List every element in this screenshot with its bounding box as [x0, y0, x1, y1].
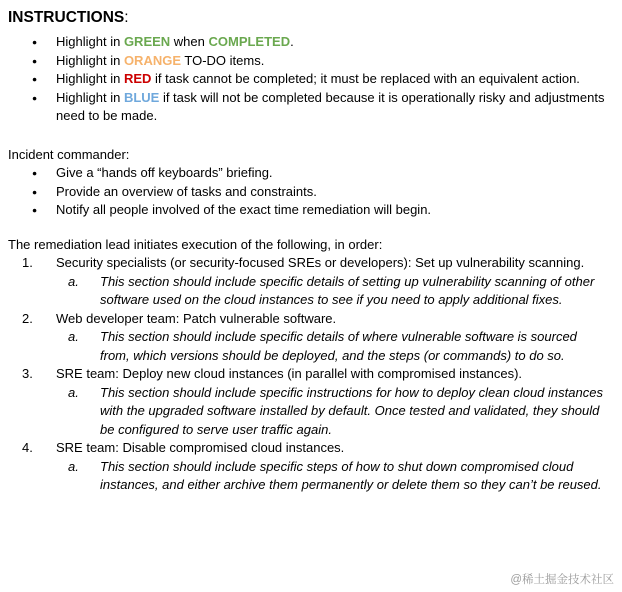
sub-item-letter: a.	[68, 329, 79, 344]
item-number: 2.	[22, 310, 33, 326]
numbered-item-4	[8, 439, 608, 458]
bullet-icon: ●	[32, 55, 38, 66]
bullet-text: Provide an overview of tasks and constraints.	[56, 183, 317, 199]
sub-item-letter: a.	[68, 384, 79, 400]
green-highlight-text: COMPLETED	[208, 34, 291, 49]
watermark: @稀土掘金技术社区	[510, 574, 614, 586]
text-segment: if task cannot be completed; it must be replaced with an equivalent action.	[151, 71, 580, 86]
sub-item-4a	[8, 458, 608, 495]
sub-item-text: This section should include specific steps of how to shut down compromised cloud instances, and either archive them permanently or delete them so they can’t be reused.	[100, 458, 602, 492]
bullet-text: Notify all people involved of the exact time remediation will begin.	[56, 202, 432, 217]
numbered-item-3	[8, 365, 608, 384]
bullet-text	[56, 70, 608, 89]
text-segment: Highlight in	[56, 52, 124, 68]
item-number: 1.	[22, 255, 33, 270]
item-number: 3.	[22, 366, 33, 381]
sub-item-2a	[8, 328, 608, 365]
text-segment: TO-DO items.	[181, 52, 265, 68]
item-text: Web developer team: Patch vulnerable software.	[56, 310, 337, 326]
bullet-icon: ●	[32, 74, 38, 84]
sub-item-3a	[8, 384, 608, 440]
incident-bullet	[8, 164, 608, 183]
page-title	[8, 8, 608, 28]
sub-item-1a	[8, 273, 608, 310]
sub-item-text: This section should include specific details of setting up vulnerability scanning of other software used on the cloud instances to see if you need to apply additional fixes.	[100, 273, 595, 307]
sub-item-letter: a.	[68, 273, 79, 289]
remediation-intro: The remediation lead initiates execution of the following, in order:	[8, 236, 383, 252]
blue-highlight-text: BLUE	[123, 89, 160, 105]
bullet-text	[56, 52, 608, 71]
bullet-text	[56, 89, 608, 126]
bullet-icon: ●	[32, 168, 38, 178]
bullet-icon: ●	[32, 37, 38, 47]
item-number: 4.	[22, 440, 33, 455]
instruction-bullet-blue	[8, 89, 608, 126]
numbered-item-2	[8, 310, 608, 329]
page-title-text: INSTRUCTIONS	[8, 9, 125, 26]
text-segment: .	[290, 34, 294, 49]
incident-bullet	[8, 201, 608, 220]
sub-item-letter: a.	[68, 458, 79, 474]
incident-bullet	[8, 183, 608, 202]
text-segment: Highlight in	[56, 34, 124, 49]
page-title-colon: :	[124, 9, 129, 26]
bullet-text: Give a “hands off keyboards” briefing.	[56, 165, 273, 180]
bullet-icon: ●	[32, 186, 38, 197]
incident-commander-intro: Incident commander:	[8, 146, 130, 162]
instruction-bullet-orange	[8, 52, 608, 71]
instruction-bullet-green	[8, 33, 608, 52]
item-text: SRE team: Disable compromised cloud instances.	[56, 440, 345, 455]
item-text: SRE team: Deploy new cloud instances (in parallel with compromised instances).	[56, 366, 523, 381]
green-highlight-text: GREEN	[123, 34, 171, 49]
orange-highlight-text: ORANGE	[123, 52, 181, 68]
text-segment: Highlight in	[56, 71, 124, 86]
text-segment: Highlight in	[56, 89, 124, 105]
text-segment: when	[170, 34, 209, 49]
bullet-text	[56, 33, 608, 52]
text-segment: if task will not be completed because it is operationally risky and adjustments need to be made.	[56, 89, 605, 123]
bullet-icon: ●	[32, 205, 38, 215]
item-text: Security specialists (or security-focused SREs or developers): Set up vulnerability scanning.	[56, 255, 585, 270]
instruction-bullet-red	[8, 70, 608, 89]
sub-item-text: This section should include specific instructions for how to deploy clean cloud instances with the upgraded software installed by default. Once tested and validated, they should be configured to serve user traffic again.	[100, 384, 603, 437]
bullet-icon: ●	[32, 92, 38, 103]
red-highlight-text: RED	[123, 71, 152, 86]
numbered-item-1	[8, 254, 608, 273]
sub-item-text: This section should include specific details of where vulnerable software is sourced from, which versions should be deployed, and the steps (or commands) to do so.	[100, 329, 577, 363]
